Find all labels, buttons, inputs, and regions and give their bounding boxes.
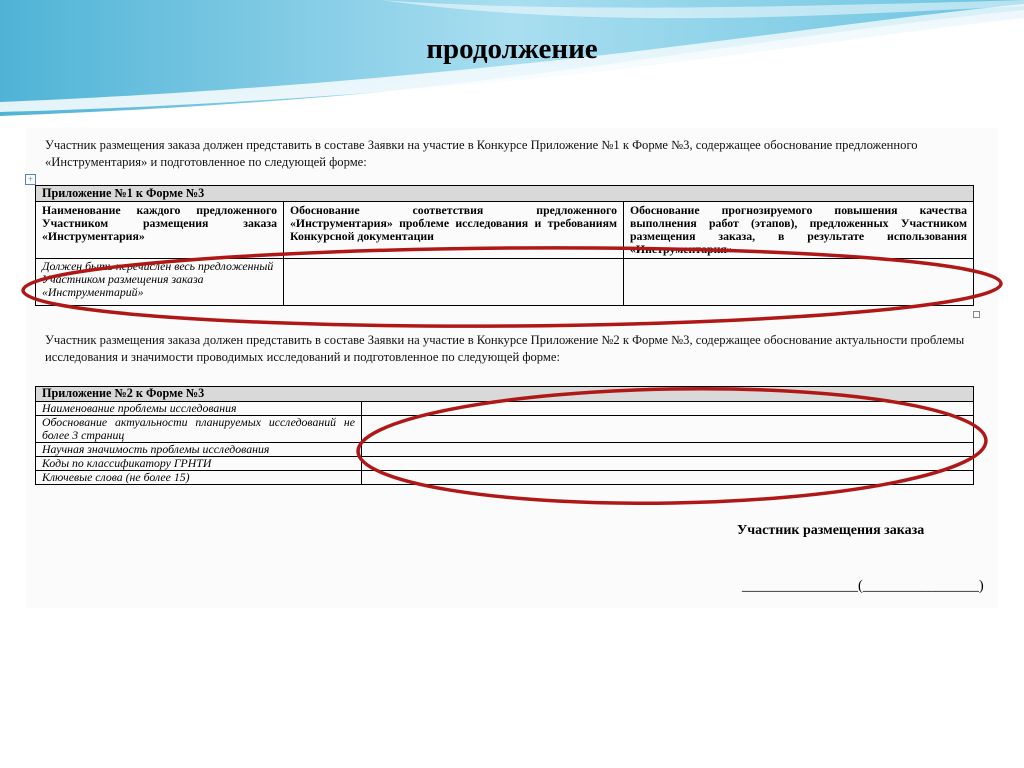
appendix-1-caption: Приложение №1 к Форме №3 [36,186,974,202]
signature-line: ________________(________________) [742,578,984,594]
intro-paragraph-2: Участник размещения заказа должен представить в составе Заявки на участие в Конкурсе Приложение №2 к Форме №3, содержащее обоснование актуальности проблемы исследования и значимости проводимых исследований и подготовленное по следующей форме: [45,333,965,364]
table-move-anchor-icon: + [25,174,36,185]
table1-cell: Должен быть перечислен весь предложенный Участником размещения заказа «Инструментарий» [36,259,284,306]
table2-row-label: Ключевые слова (не более 15) [36,471,362,485]
table2-value-cell [362,416,974,443]
table1-header-quality: Обоснование прогнозируемого повышения качества выполнения работ (этапов), предложенных Участником размещения заказа, в результате использования «Инструментария» [624,202,974,259]
table2-value-cell [362,471,974,485]
table2-row-label: Обоснование актуальности планируемых исследований не более 3 страниц [36,416,362,443]
table1-cell [284,259,624,306]
table2-row-label: Коды по классификатору ГРНТИ [36,457,362,471]
appendix-1-table [35,185,974,306]
table2-row-label: Наименование проблемы исследования [36,402,362,416]
table1-header-compliance: Обоснование соответствия предложенного «Инструментария» проблеме исследования и требованиям Конкурсной документации [284,202,624,259]
table2-value-cell [362,402,974,416]
table2-row-label: Научная значимость проблемы исследования [36,443,362,457]
table2-value-cell [362,443,974,457]
table2-value-cell [362,457,974,471]
appendix-2-table [35,386,974,485]
signature-label: Участник размещения заказа [737,523,925,538]
table-resize-handle [973,311,980,318]
appendix-2-caption: Приложение №2 к Форме №3 [36,387,974,402]
slide-title: продолжение [426,33,598,65]
table1-header-name: Наименование каждого предложенного Участником размещения заказа «Инструментария» [36,202,284,259]
intro-paragraph-1: Участник размещения заказа должен представить в составе Заявки на участие в Конкурсе Приложение №1 к Форме №3, содержащее обоснование предложенного «Инструментария» и подготовленное по следующей форме: [45,138,918,169]
table1-cell [624,259,974,306]
